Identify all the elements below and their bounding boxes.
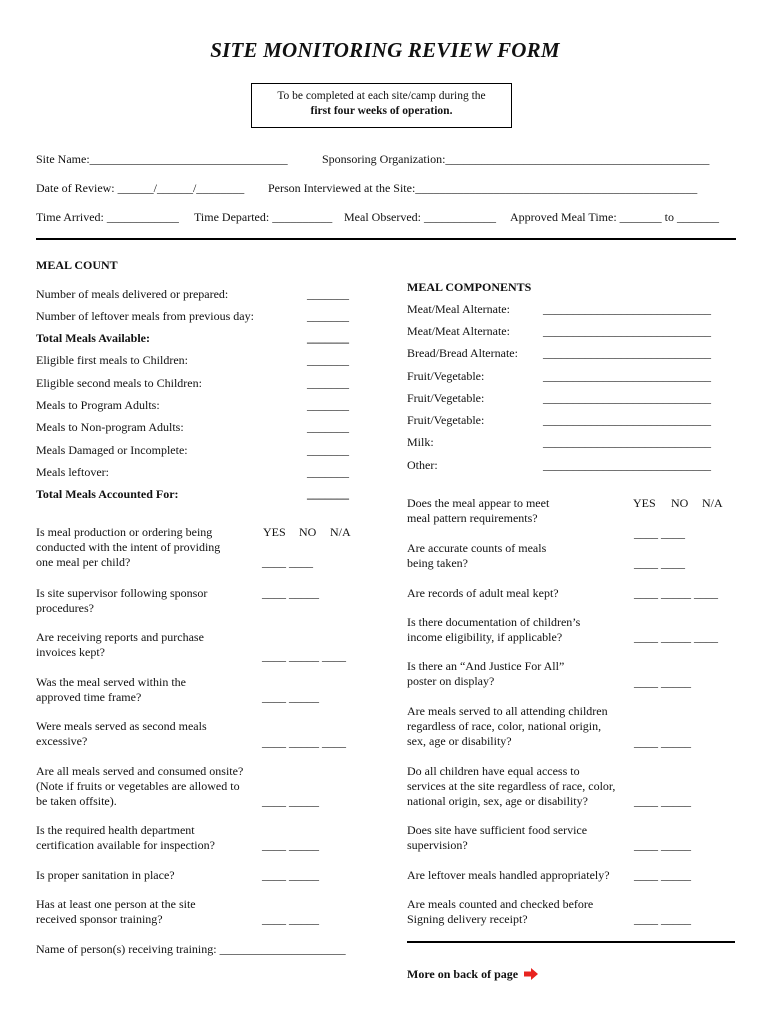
- left-question-answer[interactable]: ____ _____ ____: [262, 649, 346, 663]
- left-question-text: Are receiving reports and purchase: [36, 630, 204, 644]
- left-question-answer[interactable]: ____ _____: [262, 586, 319, 600]
- right-question-answer[interactable]: ____ _____: [634, 675, 691, 689]
- left-question-text: Is the required health department: [36, 823, 195, 837]
- meal-count-blank[interactable]: _______: [307, 487, 349, 501]
- right-question-text: Are accurate counts of meals: [407, 541, 547, 555]
- left-question-text: Is meal production or ordering being: [36, 525, 213, 539]
- meal-count-blank[interactable]: _______: [307, 420, 349, 434]
- left-question-text: received sponsor training?: [36, 912, 163, 926]
- meal-component-label: Bread/Bread Alternate:: [407, 346, 518, 360]
- instructions-box: [251, 83, 512, 128]
- meal-component-label: Fruit/Vegetable:: [407, 391, 485, 405]
- meal-component-blank[interactable]: ____________________________: [543, 346, 711, 360]
- right-question-text: Are meals counted and checked before: [407, 897, 594, 911]
- right-question-text: regardless of race, color, national origin,: [407, 719, 602, 733]
- left-question-text: approved time frame?: [36, 690, 142, 704]
- right-question-text: Signing delivery receipt?: [407, 912, 528, 926]
- right-question-text: sex, age or disability?: [407, 734, 512, 748]
- meal-component-label: Fruit/Vegetable:: [407, 369, 485, 383]
- meal-component-label: Meat/Meat Alternate:: [407, 324, 510, 338]
- left-question-text: Is site supervisor following sponsor: [36, 586, 208, 600]
- meal-component-label: Other:: [407, 458, 438, 472]
- meal-count-label: Meals to Non-program Adults:: [36, 420, 184, 434]
- left-question-text: invoices kept?: [36, 645, 105, 659]
- meal-count-blank[interactable]: _______: [307, 398, 349, 412]
- right-yes-header: YES: [633, 496, 656, 510]
- meal-component-blank[interactable]: ____________________________: [543, 458, 711, 472]
- left-no-header: NO: [299, 525, 317, 539]
- left-question-answer[interactable]: ____ ____: [262, 555, 313, 569]
- right-question-text: Are leftover meals handled appropriately?: [407, 868, 610, 882]
- approved-meal-time-field[interactable]: Approved Meal Time: _______ to _______: [510, 210, 719, 224]
- right-question-text: Are meals served to all attending children: [407, 704, 608, 718]
- meal-count-label: Number of leftover meals from previous day:: [36, 309, 254, 323]
- meal-count-blank[interactable]: _______: [307, 287, 349, 301]
- meal-count-blank[interactable]: _______: [307, 353, 349, 367]
- right-question-answer[interactable]: ____ _____: [634, 838, 691, 852]
- right-no-header: NO: [671, 496, 689, 510]
- meal-count-blank[interactable]: _______: [307, 331, 349, 345]
- right-question-answer[interactable]: ____ _____ ____: [634, 586, 718, 600]
- right-question-answer[interactable]: ____ _____: [634, 794, 691, 808]
- more-on-back-note: [407, 967, 538, 984]
- date-of-review-field[interactable]: Date of Review: ______/______/________: [36, 181, 245, 195]
- form-title: SITE MONITORING REVIEW FORM: [210, 38, 560, 62]
- right-question-text: being taken?: [407, 556, 468, 570]
- meal-count-label: Meals to Program Adults:: [36, 398, 160, 412]
- person-interviewed-field[interactable]: Person Interviewed at the Site:_______________________________________________: [268, 181, 698, 195]
- meal-component-label: Milk:: [407, 435, 434, 449]
- meal-count-label: Meals Damaged or Incomplete:: [36, 443, 188, 457]
- instructions-line-1: To be completed at each site/camp during the: [277, 90, 486, 102]
- right-question-text: income eligibility, if applicable?: [407, 630, 563, 644]
- meal-component-blank[interactable]: ____________________________: [543, 391, 711, 405]
- meal-count-blank[interactable]: _______: [307, 309, 349, 323]
- sponsoring-organization-field[interactable]: Sponsoring Organization:____________________________________________: [322, 152, 710, 166]
- meal-component-blank[interactable]: ____________________________: [543, 324, 711, 338]
- instructions-line-2: first four weeks of operation.: [310, 105, 453, 117]
- right-arrow-icon: [524, 968, 538, 984]
- right-question-text: Are records of adult meal kept?: [407, 586, 559, 600]
- meal-count-label: Number of meals delivered or prepared:: [36, 287, 229, 301]
- header-divider: [36, 238, 736, 240]
- right-question-answer[interactable]: ____ _____: [634, 735, 691, 749]
- left-question-answer[interactable]: ____ _____: [262, 868, 319, 882]
- meal-count-heading: MEAL COUNT: [36, 258, 118, 272]
- site-name-field[interactable]: Site Name:_________________________________: [36, 152, 288, 166]
- left-yes-header: YES: [263, 525, 286, 539]
- left-question-text: certification available for inspection?: [36, 838, 215, 852]
- left-question-text: Is proper sanitation in place?: [36, 868, 175, 882]
- right-question-text: Do all children have equal access to: [407, 764, 580, 778]
- time-arrived-field[interactable]: Time Arrived: ____________: [36, 210, 179, 224]
- meal-components-heading: MEAL COMPONENTS: [407, 280, 532, 294]
- left-question-answer[interactable]: ____ _____: [262, 690, 319, 704]
- right-question-text: services at the site regardless of race, color,: [407, 779, 616, 793]
- left-question-text: one meal per child?: [36, 555, 131, 569]
- right-question-text: meal pattern requirements?: [407, 511, 538, 525]
- right-question-text: Is there documentation of children’s: [407, 615, 581, 629]
- training-names-field[interactable]: Name of person(s) receiving training: _____________________: [36, 942, 346, 956]
- left-question-text: (Note if fruits or vegetables are allowed to: [36, 779, 240, 793]
- right-question-answer[interactable]: ____ ____: [634, 556, 685, 570]
- right-na-header: N/A: [702, 496, 723, 510]
- meal-count-label: Total Meals Accounted For:: [36, 487, 179, 501]
- meal-component-blank[interactable]: ____________________________: [543, 369, 711, 383]
- meal-count-blank[interactable]: _______: [307, 376, 349, 390]
- left-question-answer[interactable]: ____ _____: [262, 838, 319, 852]
- left-question-text: procedures?: [36, 601, 94, 615]
- meal-count-label: Total Meals Available:: [36, 331, 150, 345]
- left-question-text: be taken offsite).: [36, 794, 117, 808]
- right-question-answer[interactable]: ____ _____: [634, 912, 691, 926]
- meal-component-blank[interactable]: ____________________________: [543, 435, 711, 449]
- right-question-text: Does site have sufficient food service: [407, 823, 588, 837]
- left-question-text: Are all meals served and consumed onsite?: [36, 764, 244, 778]
- right-question-answer[interactable]: ____ ____: [634, 526, 685, 540]
- meal-component-blank[interactable]: ____________________________: [543, 413, 711, 427]
- left-question-text: Has at least one person at the site: [36, 897, 196, 911]
- meal-count-label: Meals leftover:: [36, 465, 109, 479]
- meal-component-label: Meat/Meal Alternate:: [407, 302, 510, 316]
- meal-component-blank[interactable]: ____________________________: [543, 302, 711, 316]
- left-question-text: Was the meal served within the: [36, 675, 186, 689]
- meal-count-blank[interactable]: _______: [307, 465, 349, 479]
- meal-component-label: Fruit/Vegetable:: [407, 413, 485, 427]
- right-question-text: supervision?: [407, 838, 468, 852]
- right-question-text: national origin, sex, age or disability?: [407, 794, 588, 808]
- time-departed-field[interactable]: Time Departed: __________: [194, 210, 333, 224]
- left-question-text: excessive?: [36, 734, 88, 748]
- meal-count-label: Eligible first meals to Children:: [36, 353, 188, 367]
- right-question-text: Does the meal appear to meet: [407, 496, 550, 510]
- left-question-text: Were meals served as second meals: [36, 719, 207, 733]
- right-question-text: Is there an “And Justice For All”: [407, 659, 565, 673]
- right-question-text: poster on display?: [407, 674, 495, 688]
- meal-count-blank[interactable]: _______: [307, 443, 349, 457]
- right-question-answer[interactable]: ____ _____ ____: [634, 630, 718, 644]
- left-question-text: conducted with the intent of providing: [36, 540, 221, 554]
- meal-count-label: Eligible second meals to Children:: [36, 376, 202, 390]
- left-na-header: N/A: [330, 525, 351, 539]
- left-question-answer[interactable]: ____ _____: [262, 912, 319, 926]
- meal-observed-field[interactable]: Meal Observed: ____________: [344, 210, 496, 224]
- left-question-answer[interactable]: ____ _____: [262, 794, 319, 808]
- right-question-answer[interactable]: ____ _____: [634, 868, 691, 882]
- footer-divider: [407, 941, 735, 943]
- left-question-answer[interactable]: ____ _____ ____: [262, 735, 346, 749]
- more-on-back-label: More on back of page: [407, 967, 519, 981]
